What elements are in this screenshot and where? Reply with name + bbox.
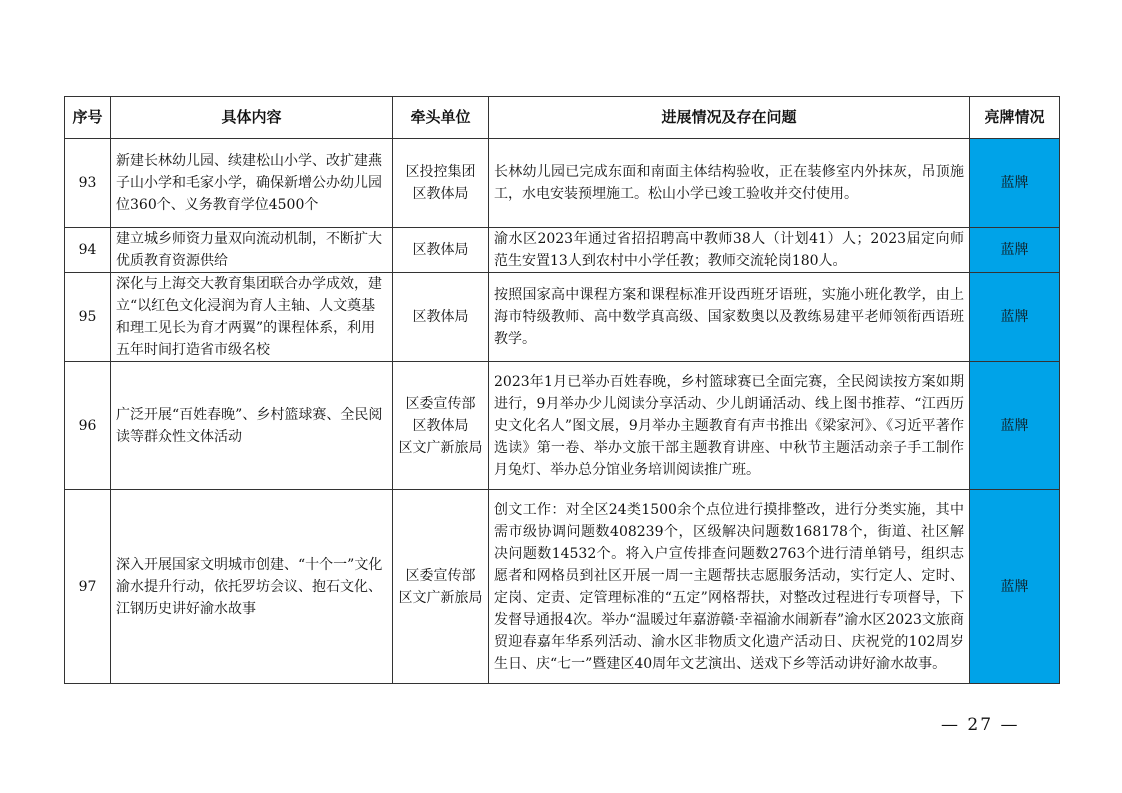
header-lead-unit: 牵头单位 — [393, 97, 489, 139]
row-progress: 创文工作：对全区24类1500余个点位进行摸排整改，进行分类实施，其中需市级协调问题数408239个，区级解决问题数168178个，街道、社区解决问题数14532个。将入户宣传排查问题数2763个进行清单销号，组织志愿者和网格员到社区开展一周一主题帮扶志愿服务活动，实行定人、定时、定岗、定责、定管理标准的“五定”网格帮扶，对整改过程进行专项督导，下发督导通报4次。举办“温暖过年嘉游赣·幸福渝水闹新春”渝水区2023文旅商贸迎春嘉年华系列活动、渝水区非物质文化遗产活动日、庆祝党的102周岁生日、庆“七一”暨建区40周年文艺演出、送戏下乡等活动讲好渝水故事。 — [489, 490, 970, 684]
row-lead-unit — [393, 228, 489, 273]
row-index: 97 — [65, 490, 111, 684]
row-progress: 长林幼儿园已完成东面和南面主体结构验收，正在装修室内外抹灰，吊顶施工，水电安装预埋施工。松山小学已竣工验收并交付使用。 — [489, 139, 970, 228]
row-index: 93 — [65, 139, 111, 228]
header-status: 亮牌情况 — [970, 97, 1060, 139]
table-row — [65, 228, 1060, 273]
status-badge: 蓝牌 — [970, 139, 1060, 228]
unit-line: 区投控集团 — [405, 164, 476, 180]
row-content: 广泛开展“百姓春晚”、乡村篮球赛、全民阅读等群众性文体活动 — [111, 362, 393, 490]
header-index: 序号 — [65, 97, 111, 139]
row-progress: 渝水区2023年通过省招招聘高中教师38人（计划41）人；2023届定向师范生安置13人到农村中小学任教；教师交流轮岗180人。 — [489, 228, 970, 273]
unit-line: 区文广新旅局 — [398, 589, 483, 606]
unit-line: 区委宣传部 — [405, 395, 476, 412]
unit-line: 区教体局 — [412, 417, 469, 434]
status-badge: 蓝牌 — [970, 228, 1060, 273]
unit-line: 区教体局 — [412, 242, 469, 258]
row-lead-unit — [393, 273, 489, 362]
unit-line: 区教体局 — [412, 309, 469, 325]
unit-line: 区教体局 — [412, 186, 469, 202]
progress-table — [64, 96, 1060, 684]
row-content: 深化与上海交大教育集团联合办学成效，建立“以红色文化浸润为育人主轴、人文奠基和理工见长为育才两翼”的课程体系，利用五年时间打造省市级名校 — [111, 273, 393, 362]
table-row — [65, 139, 1060, 228]
row-content: 建立城乡师资力量双向流动机制，不断扩大优质教育资源供给 — [111, 228, 393, 273]
row-index: 95 — [65, 273, 111, 362]
row-progress: 2023年1月已举办百姓春晚，乡村篮球赛已全面完赛，全民阅读按方案如期进行，9月举办少儿阅读分享活动、少儿朗诵活动、线上图书推荐、“江西历史文化名人”图文展，9月举办主题教育有声书推出《梁家河》、《习近平著作选读》第一卷、举办文旅干部主题教育讲座、中秋节主题活动亲子手工制作月兔灯、举办总分馆业务培训阅读推广班。 — [489, 362, 970, 490]
row-lead-unit — [393, 362, 489, 490]
table-row — [65, 362, 1060, 490]
table-header-row — [65, 97, 1060, 139]
row-content: 深入开展国家文明城市创建、“十个一”文化渝水提升行动，依托罗坊会议、抱石文化、江钢历史讲好渝水故事 — [111, 490, 393, 684]
table-row — [65, 273, 1060, 362]
row-index: 96 — [65, 362, 111, 490]
status-badge: 蓝牌 — [970, 273, 1060, 362]
header-content: 具体内容 — [111, 97, 393, 139]
row-lead-unit — [393, 490, 489, 684]
unit-line: 区文广新旅局 — [398, 439, 483, 456]
row-lead-unit — [393, 139, 489, 228]
unit-line: 区委宣传部 — [405, 567, 476, 584]
page-number: — 27 — — [941, 715, 1020, 735]
row-progress: 按照国家高中课程方案和课程标准开设西班牙语班，实施小班化教学，由上海市特级教师、高中数学真高级、国家数奥以及教练易建平老师领衔西语班教学。 — [489, 273, 970, 362]
header-progress: 进展情况及存在问题 — [489, 97, 970, 139]
status-badge: 蓝牌 — [970, 490, 1060, 684]
status-badge: 蓝牌 — [970, 362, 1060, 490]
row-index: 94 — [65, 228, 111, 273]
table-row — [65, 490, 1060, 684]
row-content: 新建长林幼儿园、续建松山小学、改扩建燕子山小学和毛家小学，确保新增公办幼儿园位360个、义务教育学位4500个 — [111, 139, 393, 228]
